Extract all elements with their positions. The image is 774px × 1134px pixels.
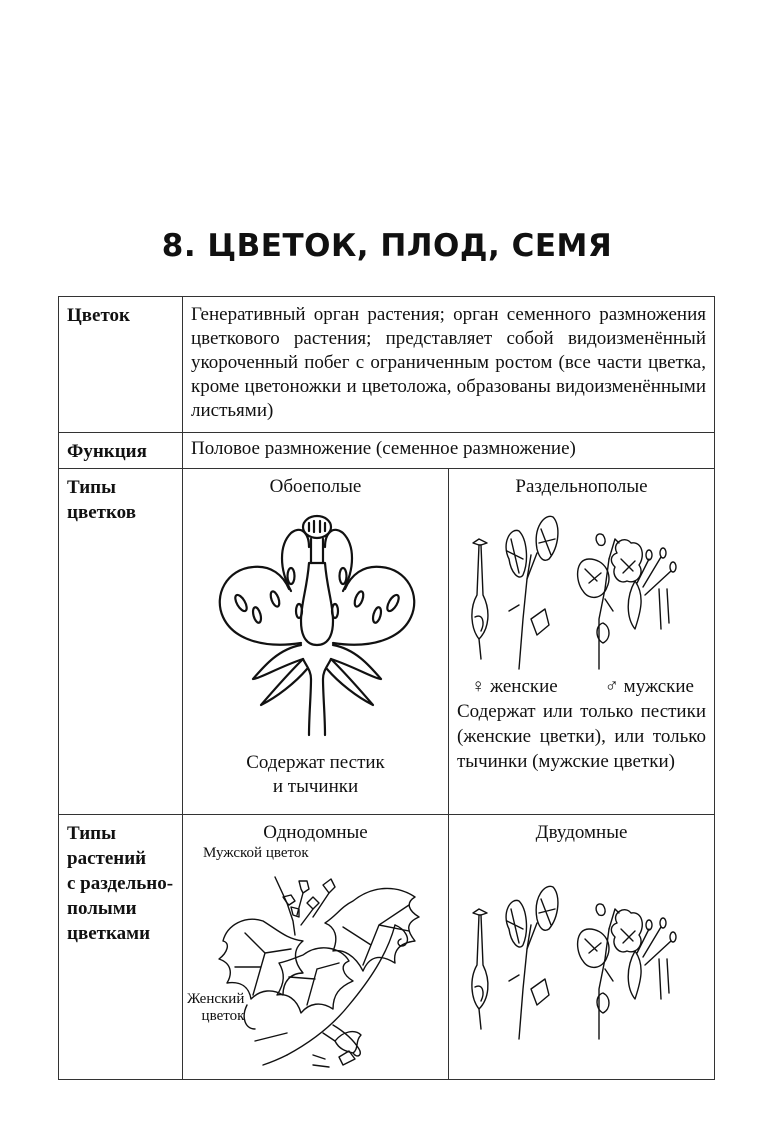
bisexual-flower-illustration: [183, 499, 447, 751]
dioecious-heading: Двудомные: [535, 822, 628, 843]
monoecious-plant-illustration: [183, 845, 447, 1079]
plant-types-label-line2: растений: [67, 848, 147, 869]
monoecious-cell: [183, 815, 449, 1080]
flower-definition: Генеративный орган растения; орган семенного размножения цветкового растения; представляет собой видоизменённый укороченный побег с ограниченным ростом (все части цветка, кроме цветоножки и цветоложа, образованы видоизменёнными листьями): [183, 297, 715, 433]
monoecious-heading: Однодомные: [263, 822, 368, 843]
plant-types-label-line3: с раздельно-: [67, 873, 174, 894]
unisexual-heading: Раздельнополые: [515, 476, 648, 497]
dioecious-plants-illustration: [449, 845, 713, 1079]
dioecious-cell: [449, 815, 715, 1080]
unisexual-description: Содержат или только пестики (женские цветки), или только тычинки (мужские цветки): [457, 701, 706, 772]
female-flower-label: [187, 991, 244, 1025]
sex-symbols-row: [449, 675, 714, 699]
unisexual-cell: [449, 469, 715, 815]
male-flower-label: Мужской цветок: [203, 845, 309, 861]
row-label-flower: Цветок: [59, 297, 183, 433]
table-row-flower: [59, 297, 715, 433]
table-row-function: [59, 433, 715, 469]
unisexual-flowers-illustration: [449, 499, 713, 675]
bisexual-heading: Обоеполые: [269, 476, 362, 497]
page-title: 8. ЦВЕТОК, ПЛОД, СЕМЯ: [161, 228, 613, 264]
female-flower-label-line2: цветок: [201, 1008, 245, 1024]
row-label-function: Функция: [59, 433, 183, 469]
table-row-flower-types: [59, 469, 715, 815]
bisexual-caption-line1: Содержат пестик: [246, 752, 385, 773]
female-flower-label-line1: Женский: [187, 991, 245, 1007]
row-label-plant-types: [59, 815, 183, 1080]
male-label: ♂ мужские: [604, 676, 694, 697]
bisexual-cell: [183, 469, 449, 815]
bisexual-caption-line2: и тычинки: [272, 776, 359, 797]
row-label-flower-types: Типы цветков: [59, 469, 183, 815]
function-text: Половое размножение (семенное размножение): [183, 433, 715, 469]
plant-types-label-line4: полыми: [67, 898, 137, 919]
flower-table: [58, 296, 715, 1080]
female-label: ♀ женские: [471, 676, 558, 697]
table-row-plant-types: [59, 815, 715, 1080]
plant-types-label-line1: Типы: [67, 823, 116, 844]
plant-types-label-line5: цветками: [67, 923, 151, 944]
